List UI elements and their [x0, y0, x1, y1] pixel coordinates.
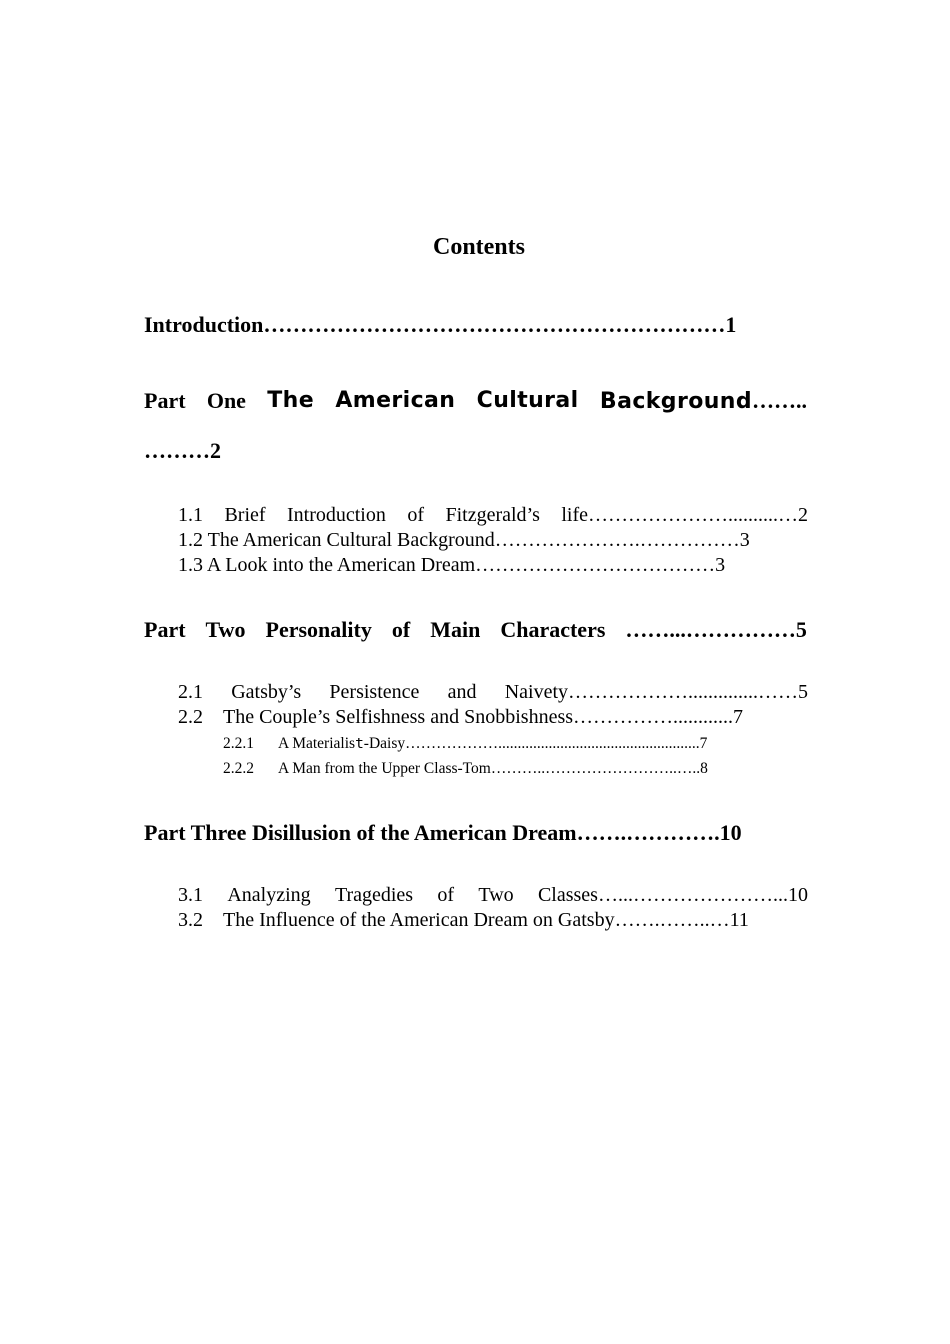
subentry-word: of: [407, 504, 424, 526]
subentry-word: Brief: [224, 504, 266, 526]
page-title: Contents: [432, 234, 525, 260]
toc-entry-part-two: [144, 617, 807, 643]
subsubentry-number: 2.2.2: [223, 760, 254, 777]
part-two-word: Part: [144, 617, 186, 642]
subentry-word: 2.1: [178, 681, 203, 703]
part-one-title-word: American: [335, 388, 456, 413]
subentry-word: Selfishness: [335, 706, 426, 728]
toc-subentry-3-2: [178, 909, 749, 932]
toc-subentry-3-1: [178, 884, 808, 907]
part-one-title-word: Cultural: [476, 388, 579, 413]
subentry-word: Classes…...…………………...10: [537, 884, 808, 906]
subentry-word: Fitzgerald’s: [445, 504, 540, 526]
subentry-word: Tragedies: [334, 884, 414, 906]
subentry-word: life…………………..........…2: [561, 504, 808, 526]
subentry-word: Gatsby’s: [231, 681, 302, 703]
subentry-word: on: [532, 909, 553, 931]
subentry-word: The: [223, 909, 255, 931]
subentry-number: 2.2: [178, 706, 203, 728]
subentry-word: American: [389, 909, 469, 931]
subentry-word: Introduction: [287, 504, 386, 526]
part-one-title-word: The: [267, 388, 315, 413]
toc-entry-part-one-page: ………2: [144, 438, 221, 463]
subentry-word: Dream: [473, 909, 528, 931]
toc-subentry-1-3: 1.3 A Look into the American Dream………………………………3: [178, 554, 726, 576]
toc-subentry-2-2: [178, 706, 808, 729]
toc-subsubentry-2-2-1: [223, 735, 707, 753]
subentry-word: of: [437, 884, 455, 906]
subsubentry-text-mono: t: [355, 736, 364, 752]
part-two-leader: ……...……………5: [625, 617, 807, 642]
subentry-word: Two: [478, 884, 514, 906]
toc-subsubentry-2-2-2: [223, 760, 708, 778]
toc-subentry-1-1: [178, 504, 808, 527]
part-two-word: Characters: [500, 617, 606, 642]
subentry-number: 3.2: [178, 909, 203, 931]
subentry-word: of: [339, 909, 357, 931]
part-one-label-word: One: [206, 388, 246, 413]
subentry-word: Analyzing: [227, 884, 311, 906]
part-two-word: of: [391, 617, 411, 642]
toc-subentry-2-1: [178, 681, 808, 704]
subentry-word: Couple’s: [259, 706, 331, 728]
subentry-word: The: [223, 706, 255, 728]
part-two-word: Two: [205, 617, 246, 642]
subentry-word: 3.1: [178, 884, 203, 906]
part-two-word: Personality: [265, 617, 372, 642]
subentry-word: Influence: [259, 909, 335, 931]
toc-entry-part-three: Part Three Disillusion of the American Dream…….………….10: [144, 820, 742, 845]
subentry-word: and: [447, 681, 477, 703]
subentry-word: Naivety………………..............……5: [504, 681, 808, 703]
subsubentry-number: 2.2.1: [223, 735, 254, 752]
part-two-word: Main: [430, 617, 481, 642]
subentry-word: the: [361, 909, 386, 931]
subsubentry-text: A Materialis: [278, 735, 356, 752]
subentry-word: and: [430, 706, 460, 728]
part-one-title-tail: Background……..: [599, 388, 807, 414]
toc-subentry-1-2: 1.2 The American Cultural Background………………….……………3: [178, 529, 750, 551]
subentry-word: 1.1: [178, 504, 203, 526]
toc-entry-introduction: Introduction………………………………………………………1: [144, 312, 737, 337]
subentry-word: Gatsby…….……..…11: [557, 909, 749, 931]
subentry-word: Snobbishness……………............7: [464, 706, 744, 728]
subsubentry-text-tail: -Daisy………………....................................................7: [363, 735, 708, 752]
subentry-word: Persistence: [329, 681, 420, 703]
subsubentry-text: A Man from the Upper Class-Tom………..……………………..…..8: [278, 760, 708, 777]
toc-entry-part-one: [144, 388, 807, 414]
part-one-label-word: Part: [144, 388, 186, 413]
